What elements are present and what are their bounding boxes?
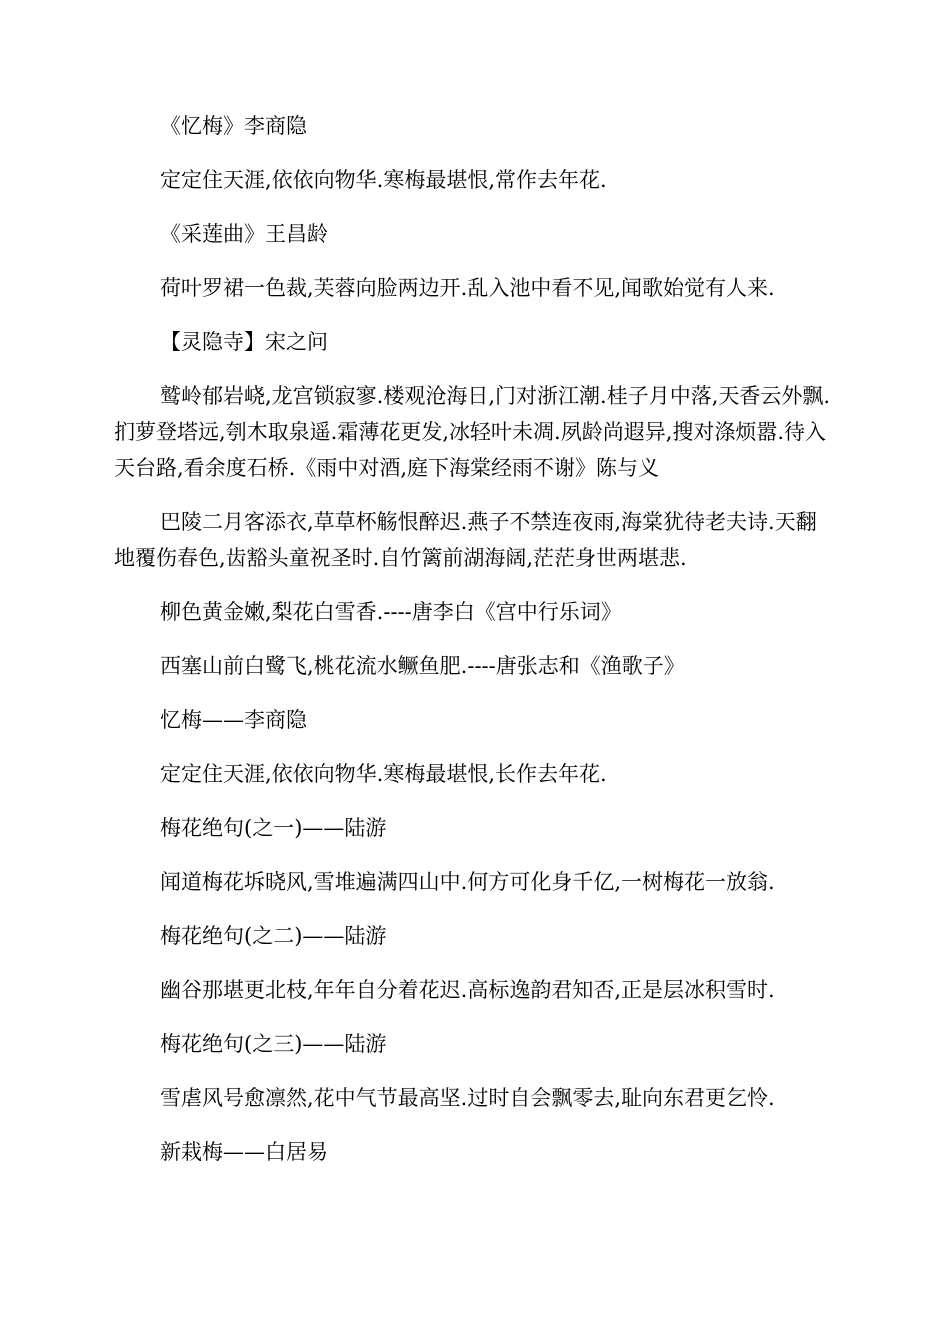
poem-text-yugezi: 西塞山前白鹭飞,桃花流水鳜鱼肥.----唐张志和《渔歌子》 <box>160 654 685 678</box>
poem-text-yuzhongduijiu: 巴陵二月客添衣,草草杯觞恨醉迟.燕子不禁连夜雨,海棠犹待老夫诗.天翻地覆伤春色,齿豁头童祝圣时.自竹篱前湖海阔,茫茫身世两堪悲. <box>114 510 817 570</box>
poem-title-lingyinsi: 【灵隐寺】宋之问 <box>160 330 328 354</box>
poem-text-meihua-1: 闻道梅花坼晓风,雪堆遍满四山中.何方可化身千亿,一树梅花一放翁. <box>160 870 775 894</box>
poem-text-cailianqu: 荷叶罗裙一色裁,芙蓉向脸两边开.乱入池中看不见,闻歌始觉有人来. <box>160 276 775 300</box>
poem-title-yimei-1: 《忆梅》李商隐 <box>160 114 307 138</box>
poem-text-gongzhongxingleci: 柳色黄金嫩,梨花白雪香.----唐李白《宫中行乐词》 <box>160 600 622 624</box>
poem-title-cailianqu: 《采莲曲》王昌龄 <box>160 222 328 246</box>
document-body <box>114 108 834 1188</box>
poem-text-lingyinsi: 鹫岭郁岩峣,龙宫锁寂寥.楼观沧海日,门对浙江潮.桂子月中落,天香云外飘.扪萝登塔远,刳木取泉遥.霜薄花更发,冰轻叶未凋.夙龄尚遐异,搜对涤烦嚣.待入天台路,看余度石桥.《雨中对酒,庭下海棠经雨不谢》陈与义 <box>114 384 831 480</box>
poem-text-yimei-1: 定定住天涯,依依向物华.寒梅最堪恨,常作去年花. <box>160 168 607 192</box>
poem-text-yimei-2: 定定住天涯,依依向物华.寒梅最堪恨,长作去年花. <box>160 762 607 786</box>
poem-title-meihua-2: 梅花绝句(之二)——陆游 <box>160 924 387 948</box>
poem-title-xinzaimei: 新栽梅——白居易 <box>160 1140 328 1164</box>
poem-title-yimei-2: 忆梅——李商隐 <box>160 708 307 732</box>
poem-text-meihua-3: 雪虐风号愈凛然,花中气节最高坚.过时自会飘零去,耻向东君更乞怜. <box>160 1086 775 1110</box>
poem-title-meihua-1: 梅花绝句(之一)——陆游 <box>160 816 387 840</box>
poem-text-meihua-2: 幽谷那堪更北枝,年年自分着花迟.高标逸韵君知否,正是层冰积雪时. <box>160 978 775 1002</box>
poem-title-meihua-3: 梅花绝句(之三)——陆游 <box>160 1032 387 1056</box>
